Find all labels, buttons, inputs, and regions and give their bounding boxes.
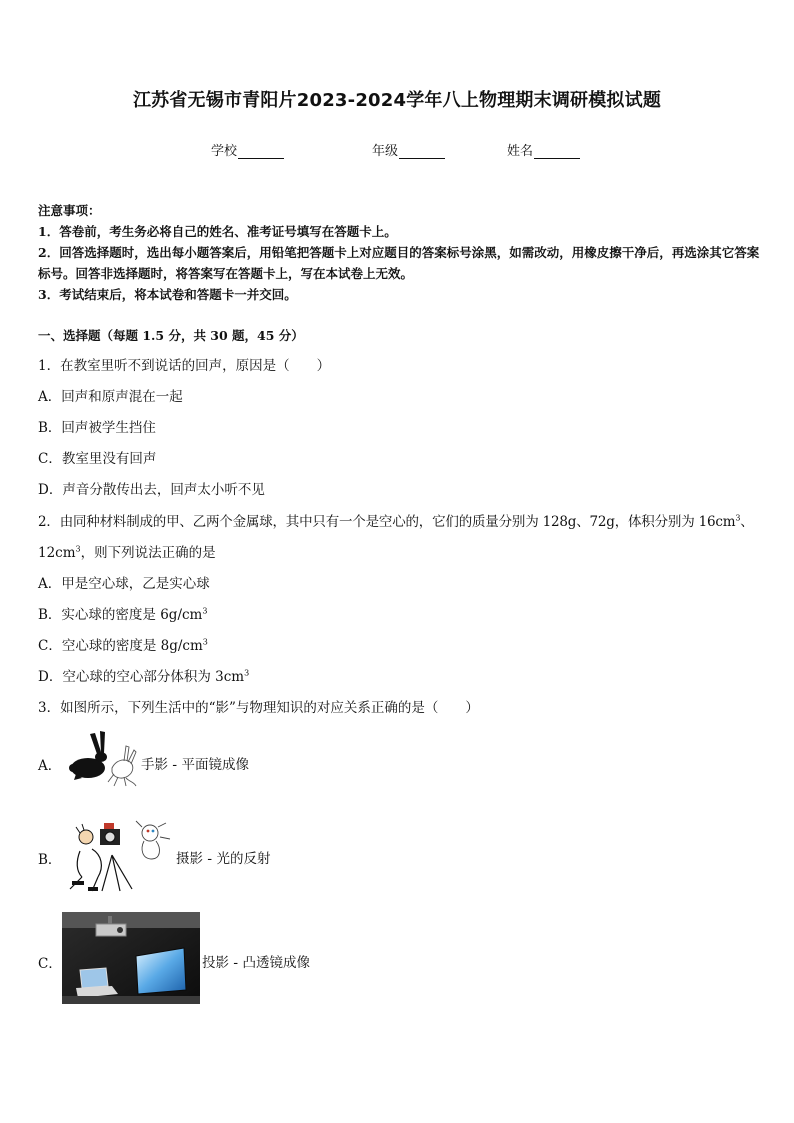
notice-item-3: 3．考试结束后，将本试卷和答题卡一并交回。 (38, 287, 297, 302)
q1-option-b: B．回声被学生挡住 (38, 420, 156, 436)
q2-option-c: C．空心球的密度是 $8g/cm^3$ (38, 637, 208, 654)
q3-option-b-label: B． (38, 852, 62, 868)
q3-option-b-caption: 摄影 - 光的反射 (176, 851, 271, 867)
photographer-cartoon-image (62, 815, 174, 895)
q1-option-d: D．声音分散传出去，回声太小听不见 (38, 482, 265, 498)
q2-option-b: B．实心球的密度是 $6g/cm^3$ (38, 606, 208, 623)
notice-item-2: 2．回答选择题时，选出每小题答案后，用铅笔把答题卡上对应题目的答案标号涂黑，如需改动，用橡皮擦干净后，再选涂其它答案标号。回答非选择题时，将答案写在答题卡上，写在本试卷上无效。 (38, 245, 760, 281)
notice-block (38, 200, 760, 305)
q3-option-a-caption: 手影 - 平面镜成像 (141, 757, 249, 773)
q2-option-a: A．甲是空心球，乙是实心球 (38, 576, 210, 592)
school-label: 学校 (211, 144, 238, 159)
notice-heading: 注意事项： (38, 203, 101, 218)
school-blank (238, 144, 284, 159)
grade-field (372, 140, 445, 159)
q1-option-a: A．回声和原声混在一起 (38, 389, 183, 405)
q3-option-c-caption: 投影 - 凸透镜成像 (202, 955, 310, 971)
q1-option-c: C．教室里没有回声 (38, 451, 157, 467)
hand-shadow-rabbit-image (64, 728, 142, 794)
section-heading: 一、选择题（每题 1.5 分，共 30 题，45 分） (38, 328, 304, 343)
projector-photo-image (62, 912, 200, 1004)
school-field (211, 140, 284, 159)
name-field (507, 140, 580, 159)
q2-stem-line2: $12cm^3$，则下列说法正确的是 (38, 544, 216, 561)
q3-option-c-label: C． (38, 956, 62, 972)
name-blank (534, 144, 580, 159)
name-label: 姓名 (507, 144, 534, 159)
q2-stem-line1: 2．由同种材料制成的甲、乙两个金属球，其中只有一个是空心的，它们的质量分别为 128g、72g，体积分别为 $16cm^3$、 (38, 513, 754, 530)
notice-item-1: 1．答卷前，考生务必将自己的姓名、准考证号填写在答题卡上。 (38, 224, 397, 239)
q3-stem: 3．如图所示，下列生活中的“影”与物理知识的对应关系正确的是（ ） (38, 700, 479, 716)
q3-option-a-label: A． (38, 758, 62, 774)
exam-title: 江苏省无锡市青阳片2023-2024学年八上物理期末调研模拟试题 (132, 90, 662, 111)
q1-stem: 1．在教室里听不到说话的回声，原因是（ ） (38, 358, 331, 374)
grade-label: 年级 (372, 144, 399, 159)
q2-option-d: D．空心球的空心部分体积为 $3cm^3$ (38, 668, 250, 685)
grade-blank (399, 144, 445, 159)
